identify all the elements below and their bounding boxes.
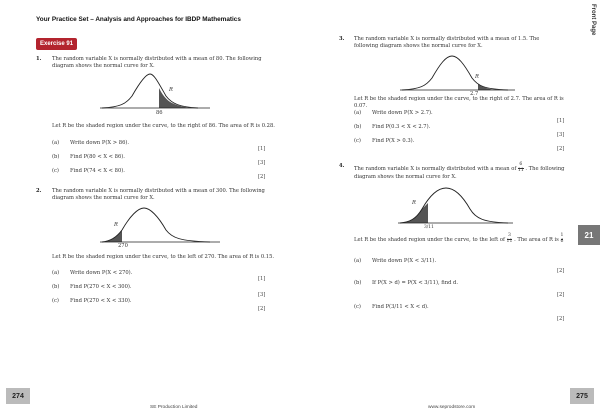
q3a-label: (a) (354, 110, 362, 116)
q4-stem: Let R be the shaded region under the curve, to the left of $\frac{3}{11}$ . The area of R is $\frac{1}{6}$ (354, 233, 564, 244)
q1b-marks: [3] (258, 160, 266, 166)
q4-number: 4. (339, 163, 345, 169)
q4-mean-numerator: 6 (519, 162, 523, 167)
q1-number: 1. (36, 56, 42, 62)
q3c-label: (c) (354, 138, 361, 144)
front-page-label: Front Page (590, 4, 596, 36)
q3b-label: (b) (354, 124, 362, 130)
q2-text: The random variable X is normally distributed with a mean of 300. The following diagram shows the normal curve for X. (52, 188, 265, 201)
q3c-text: Find P(X > 0.3). (372, 138, 415, 144)
q3-number: 3. (339, 36, 345, 42)
q2-region-label: R (114, 222, 118, 228)
q1c-text: Find P(74 < X < 80). (70, 168, 125, 174)
q2c-marks: [2] (258, 306, 266, 312)
q4-stem-denominator: 11 (506, 238, 513, 244)
q3-text: The random variable X is normally distributed with a mean of 1.5. The following diagram shows the normal curve for X. (354, 36, 540, 49)
q1a-text: Write down P(X > 86). (70, 140, 130, 146)
q2c-text: Find P(270 < X < 330). (70, 298, 132, 304)
q4c-marks: [2] (557, 316, 565, 322)
q4-mean-denominator: 11 (517, 167, 524, 173)
q1b-text: Find P(80 < X < 86). (70, 154, 125, 160)
q4-normal-curve (398, 185, 538, 225)
q4b-marks: [2] (557, 292, 565, 298)
q4-area-numerator: 1 (560, 233, 564, 238)
q2a-label: (a) (52, 270, 60, 276)
right-page-number: 275 (570, 388, 594, 404)
q1a-marks: [1] (258, 146, 266, 152)
q1c-marks: [2] (258, 174, 266, 180)
q1-tick-label: 86 (156, 110, 163, 116)
q2-normal-curve (100, 204, 240, 244)
q4a-marks: [2] (557, 268, 565, 274)
q3-stem: Let R be the shaded region under the curve, to the right of 2.7. The area of R is 0.07. (354, 96, 564, 109)
q2b-label: (b) (52, 284, 60, 290)
q4a-text: Write down P(X < 3/11). (372, 258, 437, 264)
q2-tick-label: 270 (118, 243, 128, 249)
q1-text: The random variable X is normally distributed with a mean of 80. The following diagram shows the normal curve for X. (52, 56, 262, 69)
q3-normal-curve (400, 52, 540, 92)
q1-region-label: R (169, 87, 173, 93)
q3b-text: Find P(0.3 < X < 2.7). (372, 124, 431, 130)
q3a-marks: [1] (557, 118, 565, 124)
q3-tick-label: 2.7 (470, 91, 479, 97)
q4a-label: (a) (354, 258, 362, 264)
website-footer: www.seprodstore.com (428, 405, 476, 410)
q4-tick-label: 3/11 (424, 225, 434, 230)
q4-region-label: R (412, 200, 416, 206)
chapter-tab: 21 (578, 225, 600, 245)
q4c-label: (c) (354, 304, 361, 310)
q3b-marks: [3] (557, 132, 565, 138)
q2a-text: Write down P(X < 270). (70, 270, 133, 276)
q1b-label: (b) (52, 154, 60, 160)
q2-number: 2. (36, 188, 42, 194)
q4-area-denominator: 6 (560, 238, 564, 244)
q3a-text: Write down P(X > 2.7). (372, 110, 433, 116)
q2-stem: Let R be the shaded region under the curve, to the left of 270. The area of R is 0.15. (52, 254, 275, 260)
q2b-text: Find P(270 < X < 300). (70, 284, 132, 290)
exercise-badge: Exercise 91 (36, 38, 77, 50)
q4c-text: Find P(3/11 < X < d). (372, 304, 429, 310)
q3-region-label: R (475, 74, 479, 80)
q2b-marks: [3] (258, 292, 266, 298)
q2a-marks: [1] (258, 276, 266, 282)
q1-stem: Let R be the shaded region under the curve, to the right of 86. The area of R is 0.28. (52, 123, 275, 129)
q4-text: The random variable X is normally distributed with a mean of $\frac{6}{11}$ . The following diagram shows the normal curve for X. (354, 162, 565, 180)
q4-stem-numerator: 3 (508, 233, 511, 238)
q2c-label: (c) (52, 298, 59, 304)
q3c-marks: [2] (557, 146, 565, 152)
page-title: Your Practice Set – Analysis and Approaches for IBDP Mathematics (36, 16, 241, 23)
q1a-label: (a) (52, 140, 60, 146)
left-page-number: 274 (6, 388, 30, 404)
q4b-text: If P(X > d) = P(X < 3/11), find d. (372, 280, 459, 286)
publisher-footer: SE Production Limited (150, 405, 198, 410)
q1c-label: (c) (52, 168, 59, 174)
q4b-label: (b) (354, 280, 362, 286)
